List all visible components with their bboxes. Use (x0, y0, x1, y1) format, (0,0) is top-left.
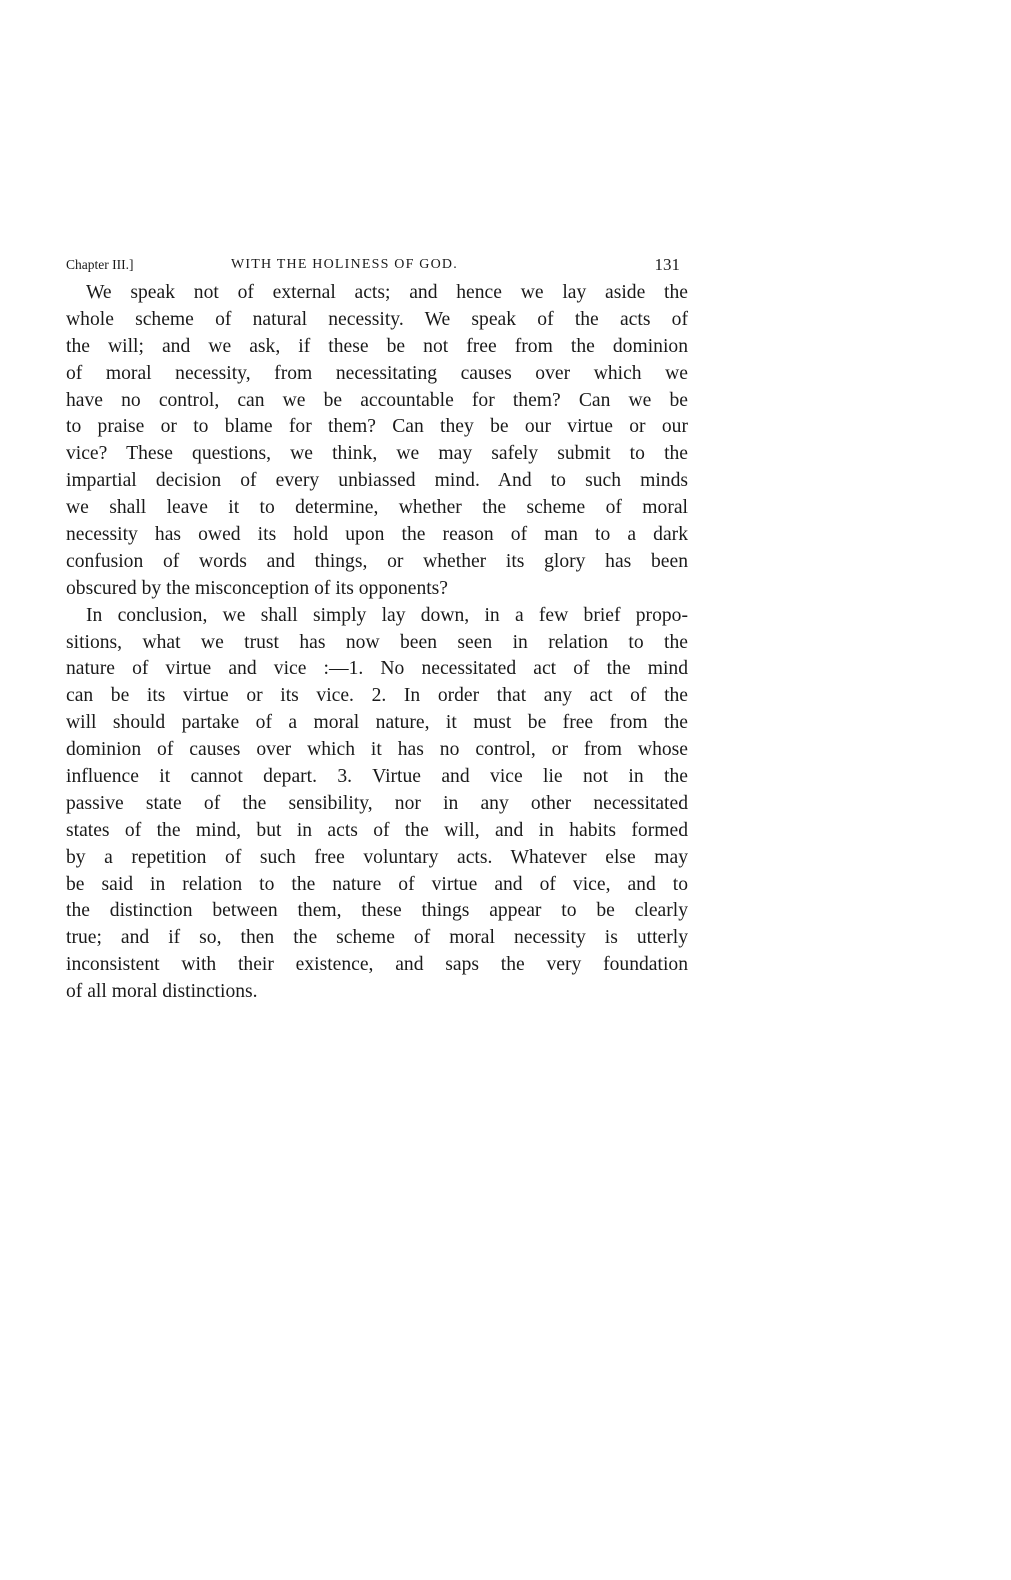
text-line: the will; and we ask, if these be not free from the dominion (66, 335, 688, 357)
paragraph (66, 280, 688, 603)
text-line: true; and if so, then the scheme of moral necessity is utterly (66, 927, 688, 949)
text-line: In conclusion, we shall simply lay down, in a few brief propo- (86, 604, 688, 626)
text-line: necessity has owed its hold upon the reason of man to a dark (66, 524, 688, 546)
text-line: vice? These questions, we think, we may safely submit to the (66, 443, 688, 465)
text-line: dominion of causes over which it has no control, or from whose (66, 739, 688, 761)
text-line: inconsistent with their existence, and saps the very foundation (66, 954, 688, 976)
chapter-label: Chapter III.] (66, 257, 134, 272)
text-line: whole scheme of natural necessity. We speak of the acts of (66, 308, 688, 330)
text-line: passive state of the sensibility, nor in any other necessitated (66, 792, 688, 814)
text-line: we shall leave it to determine, whether the scheme of moral (66, 497, 688, 519)
text-line: be said in relation to the nature of virtue and of vice, and to (66, 873, 688, 895)
running-title: WITH THE HOLINESS OF GOD. (231, 257, 458, 272)
text-line: will should partake of a moral nature, it must be free from the (66, 712, 688, 734)
text-line: We speak not of external acts; and hence we lay aside the (86, 282, 688, 303)
text-line: have no control, can we be accountable for them? Can we be (66, 389, 688, 411)
text-line: of all moral distinctions. (66, 981, 258, 1003)
text-line: influence it cannot depart. 3. Virtue and vice lie not in the (66, 766, 688, 788)
text-line: states of the mind, but in acts of the will, and in habits formed (66, 819, 688, 841)
text-line: can be its virtue or its vice. 2. In order that any act of the (66, 685, 688, 707)
text-line: nature of virtue and vice :—1. No necessitated act of the mind (66, 658, 688, 680)
text-line: impartial decision of every unbiassed mind. And to such minds (66, 470, 688, 492)
running-header (66, 255, 680, 277)
text-line: obscured by the misconception of its opponents? (66, 577, 449, 599)
text-line: of moral necessity, from necessitating causes over which we (66, 362, 688, 384)
text-line: confusion of words and things, or whether its glory has been (66, 550, 688, 572)
paragraph (66, 603, 688, 1006)
body-text (66, 280, 688, 1006)
page-number: 131 (654, 255, 680, 274)
text-line: the distinction between them, these things appear to be clearly (66, 900, 688, 922)
text-line: sitions, what we trust has now been seen in relation to the (66, 631, 688, 653)
text-line: to praise or to blame for them? Can they be our virtue or our (66, 416, 688, 438)
text-line: by a repetition of such free voluntary acts. Whatever else may (66, 846, 688, 868)
